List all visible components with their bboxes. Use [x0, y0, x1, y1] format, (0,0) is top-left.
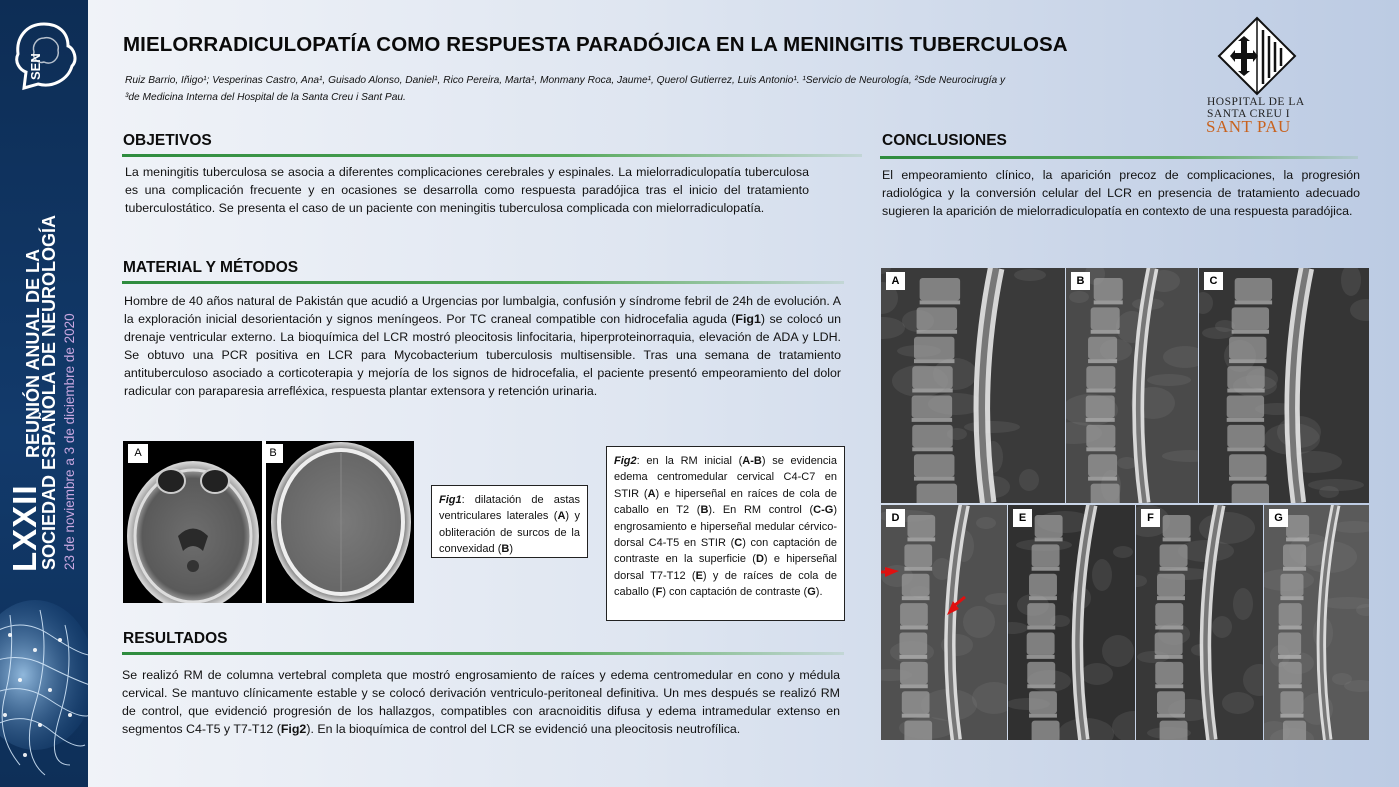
mri-label-a: A: [886, 272, 905, 290]
resultados-heading: RESULTADOS: [123, 630, 228, 647]
mri-panel-a: [881, 268, 1065, 503]
authors-line-2: ³de Medicina Interna del Hospital de la Santa Creu i Sant Pau.: [125, 92, 406, 103]
fig2-caption-ref: D: [755, 553, 764, 566]
fig1-caption-ref-a: A: [557, 510, 566, 523]
sen-logo-icon: [8, 18, 80, 100]
fig2-caption-ref: F: [655, 586, 663, 599]
mri-spine-image: [881, 505, 1007, 740]
metodos-divider: [122, 281, 844, 284]
mri-panel-g: [1264, 505, 1369, 740]
mri-spine-image: [1136, 505, 1263, 740]
fig1-caption-part-c: ): [509, 543, 513, 556]
fig2-caption-part: ) y de raíces de cola de caballo (: [614, 569, 837, 599]
mri-panel-f: [1136, 505, 1263, 740]
fig2-caption-part: ) engrosamiento e hiperseñal medular cérvico-dorsal C4-T5 en STIR (: [614, 504, 837, 550]
fig2-caption-ref: C-G: [813, 504, 834, 517]
fig2-caption-title: Fig2: [614, 455, 637, 467]
ct-scan-image: [123, 441, 414, 603]
fig2-caption-ref: C: [734, 537, 743, 550]
brain-illustration-icon: [0, 595, 88, 787]
fig1-caption-ref-b: B: [501, 543, 510, 556]
fig1-label-a: A: [128, 444, 148, 463]
poster-title: MIELORRADICULOPATÍA COMO RESPUESTA PARADÓJICA EN LA MENINGITIS TUBERCULOSA: [123, 33, 1068, 56]
fig2-reference: Fig2: [280, 722, 307, 736]
edition-number: LXXII: [6, 484, 43, 572]
fig2-caption-part: ) con captación de contraste (: [662, 586, 808, 599]
hospital-name-line-1: HOSPITAL DE LA: [1207, 96, 1305, 108]
resultados-divider: [122, 652, 844, 655]
mri-label-g: G: [1269, 509, 1288, 527]
objetivos-divider: [122, 154, 862, 157]
mri-label-d: D: [886, 509, 905, 527]
mri-label-f: F: [1141, 509, 1160, 527]
resultados-text-b: ). En la bioquímica de control del LCR se evidenció una pleocitosis neutrofílica.: [306, 722, 741, 736]
fig2-caption-part: ) con captación de contraste en la superficie (: [614, 537, 838, 566]
fig1-caption: [431, 485, 588, 558]
event-line-1: REUNIÓN ANUAL DE LA: [23, 248, 43, 458]
conclusiones-text: El empeoramiento clínico, la aparición precoz de complicaciones, la progresión radiológica y la conversión celular del LCR en presencia de tratamiento adecuado sugieren la aparición de mielorradiculopatía en contexto de una respuesta paradójica.: [882, 168, 1360, 218]
objetivos-text: La meningitis tuberculosa se asocia a diferentes complicaciones cerebrales y espinales. La mielorradiculopatía tuberculosa es una complicación frecuente y en ocasiones se desarrolla como respuesta paradójica tras el inicio del tratamiento tuberculostático. Se presenta el caso de un paciente con meningitis tuberculosa complicada con mielorradiculopatía.: [125, 165, 809, 215]
fig1-ct-images: [123, 441, 414, 603]
fig2-caption-ref: A: [647, 487, 656, 500]
fig1-label-b: B: [263, 444, 283, 463]
objetivos-heading: OBJETIVOS: [123, 132, 212, 149]
sen-logo-text: SEN: [28, 53, 43, 80]
mri-spine-image: [1199, 268, 1369, 503]
mri-spine-image: [1264, 505, 1369, 740]
event-dates: 23 de noviembre a 3 de diciembre de 2020: [62, 313, 77, 570]
metodos-text: [124, 292, 841, 400]
mri-spine-image: [881, 268, 1065, 503]
fig2-caption: [606, 446, 845, 621]
authors-affiliations: [125, 72, 1115, 106]
fig2-caption-ref: A-B: [742, 455, 762, 467]
hospital-name-line-3: SANT PAU: [1206, 117, 1291, 136]
fig2-caption-part: ). En RM control (: [708, 504, 814, 517]
resultados-text: [122, 666, 840, 738]
mri-panel-b: [1066, 268, 1198, 503]
fig1-reference: Fig1: [735, 312, 761, 326]
metodos-heading: MATERIAL Y MÉTODOS: [123, 259, 299, 276]
fig2-caption-part: ) se evidencia edema centromedular cervical C4-C7 en STIR (: [614, 455, 837, 500]
event-line-2: SOCIEDAD ESPAÑOLA DE NEUROLOGÍA: [39, 214, 59, 570]
fig2-caption-part: ) e hiperseñal en raíces de cola de caballo en T2 (: [614, 487, 837, 517]
fig2-caption-ref: G: [807, 586, 816, 599]
hospital-name-line-2: SANTA CREU I: [1207, 108, 1291, 120]
fig2-caption-part: : en la RM inicial (: [636, 455, 743, 467]
fig1-caption-title: Fig1: [439, 494, 462, 506]
fig2-caption-part: ) e hiperseñal dorsal T7-T12 (: [614, 553, 837, 582]
mri-panel-d: [881, 505, 1007, 740]
conclusiones-divider: [880, 156, 1358, 159]
fig1-caption-part-b: ) y obliteración de surcos de la convexidad (: [439, 510, 580, 556]
resultados-text-a: Se realizó RM de columna vertebral completa que mostró engrosamiento de raíces y edema centromedular en cono y médula cervical. Se mantuvo clínicamente estable y se colocó derivación ventriculo-peritoneal definitiva. Un mes después se realizó RM de control, que evidenció progresión de los hallazgos, compatibles con aracnoiditis difusa y edema intramedular extenso en segmentos C4-T5 y T7-T12 (: [122, 668, 840, 736]
fig2-caption-ref: B: [700, 504, 709, 517]
mri-panel-e: [1008, 505, 1135, 740]
mri-spine-image: [1066, 268, 1198, 503]
mri-spine-image: [1008, 505, 1135, 740]
fig2-caption-ref: E: [695, 569, 703, 582]
metodos-text-b: ) se colocó un drenaje ventricular externo. La bioquímica del LCR mostró pleocitosis linfocitaria, hiperproteinorraquia, elevación de ADA y LDH. Se obtuvo una PCR positiva en LCR para Mycobacterium tuberculosis multisensible. Tras una semana de tratamiento antituberculoso asociado a corticoterapia y mejoría de los signos de hidrocefalia, el paciente presentó empeoramiento del dolor radicular con paraparesia arrefléxica, respuesta plantar extensora y retención urinaria.: [124, 312, 841, 398]
authors-line-1: Ruiz Barrio, Iñigo¹; Vesperinas Castro, Ana¹, Guisado Alonso, Daniel¹, Rico Pereira, Marta¹, Monmany Roca, Jaume¹, Querol Gutierrez, Luis Antonio¹. ¹Servicio de Neurología, ²Sde Neurocirugía y: [125, 75, 1006, 86]
sidebar-banner: [0, 0, 88, 787]
fig2-caption-part: ).: [815, 586, 823, 599]
metodos-text-a: Hombre de 40 años natural de Pakistán que acudió a Urgencias por lumbalgia, confusión y síndrome febril de 24h de evolución. A la exploración inicial desorientación y signos meníngeos. Por TC craneal compatible con hidrocefalia aguda (: [124, 294, 841, 326]
mri-label-e: E: [1013, 509, 1032, 527]
conclusiones-heading: CONCLUSIONES: [882, 132, 1007, 149]
fig1-caption-part-a: : dilatación de astas ventriculares laterales (: [439, 494, 580, 523]
mri-label-c: C: [1204, 272, 1223, 290]
mri-panel-c: [1199, 268, 1369, 503]
mri-label-b: B: [1071, 272, 1090, 290]
